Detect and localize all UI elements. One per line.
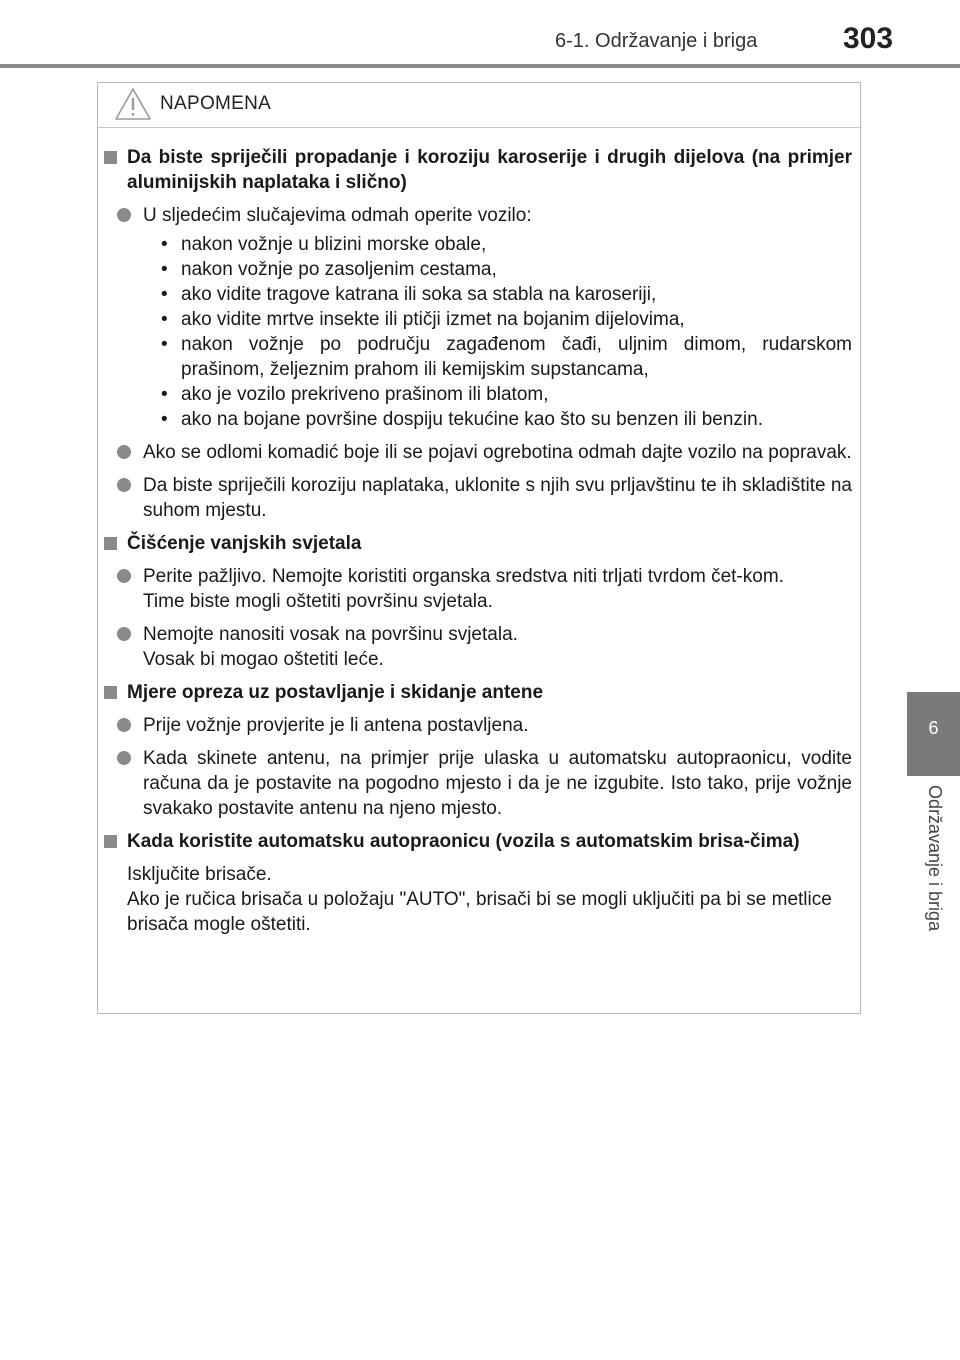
- bullet-item: • ako vidite mrtve insekte ili ptičji izmet na bojanim dijelovima,: [159, 307, 852, 332]
- section-antenna: [98, 680, 862, 821]
- notice-box: [97, 82, 861, 1014]
- bullet-item: • ako je vozilo prekriveno prašinom ili blatom,: [159, 382, 852, 407]
- list-item: Kada skinete antenu, na primjer prije ulaska u automatsku autopraonicu, vodite računa da je postavite na pogodno mjesto i da je ne izgubite. Isto tako, prije vožnje svakako postavite antenu na njeno mjesto.: [127, 746, 852, 821]
- circle-bullet-icon: [117, 718, 131, 732]
- circle-bullet-icon: [117, 445, 131, 459]
- square-bullet-icon: [104, 151, 117, 164]
- list-item: U sljedećim slučajevima odmah operite vozilo: • nakon vožnje u blizini morske obale, • nakon vožnje po zasoljenim cestama, • ako vidite tragove katrana ili soka sa stabla na karoseriji, • ako vidite mrtve insekte ili ptičji izmet na bojanim dijelovima, • nakon vožnje po području zagađenom čađi, uljnim dimom, rudarskom prašinom, željeznim prahom ili kemijskim supstancama, • ako je vozilo prekriveno prašinom ili blatom, • ako na bojane površine dospiju tekućine kao što su benzen ili benzin.: [127, 203, 852, 432]
- section-heading: Kada koristite automatsku autopraonicu (vozila s automatskim brisa-čima): [127, 829, 852, 854]
- bullet-item: • ako na bojane površine dospiju tekućine kao što su benzen ili benzin.: [159, 407, 852, 432]
- list-item: Da biste spriječili koroziju naplataka, uklonite s njih svu prljavštinu te ih skladištite na suhom mjestu.: [127, 473, 852, 523]
- bullet-item: • nakon vožnje u blizini morske obale,: [159, 232, 852, 257]
- square-bullet-icon: [104, 686, 117, 699]
- chapter-tab: [907, 692, 960, 776]
- page-header: [0, 0, 960, 70]
- section-car-wash: [98, 829, 862, 937]
- list-item: Prije vožnje provjerite je li antena postavljena.: [127, 713, 852, 738]
- section-lights: [98, 531, 862, 672]
- section-title: 6-1. Održavanje i briga: [555, 30, 758, 52]
- square-bullet-icon: [104, 537, 117, 550]
- warning-triangle-icon: [114, 87, 152, 121]
- section-heading: Mjere opreza uz postavljanje i skidanje antene: [127, 680, 852, 705]
- notice-title: NAPOMENA: [160, 93, 272, 114]
- header-rule: [0, 64, 960, 68]
- bullet-item: • ako vidite tragove katrana ili soka sa stabla na karoseriji,: [159, 282, 852, 307]
- section-corrosion: [98, 145, 862, 523]
- list-item: Ako se odlomi komadić boje ili se pojavi ogrebotina odmah dajte vozilo na popravak.: [127, 440, 852, 465]
- notice-content: [98, 145, 862, 943]
- section-heading: Da biste spriječili propadanje i koroziju karoserije i drugih dijelova (na primjer aluminijskih naplataka i slično): [127, 145, 852, 195]
- paragraph: Isključite brisače. Ako je ručica brisača u položaju "AUTO", brisači bi se mogli uključiti pa bi se metlice brisača mogle oštetiti.: [127, 864, 832, 935]
- circle-bullet-icon: [117, 751, 131, 765]
- page-number: 303: [843, 22, 894, 55]
- circle-bullet-icon: [117, 627, 131, 641]
- bullet-list: [143, 232, 852, 432]
- circle-bullet-icon: [117, 569, 131, 583]
- chapter-label: Održavanje i briga: [925, 785, 945, 932]
- chapter-number: 6: [928, 718, 939, 738]
- circle-bullet-icon: [117, 208, 131, 222]
- notice-header: [98, 83, 860, 128]
- bullet-item: • nakon vožnje po zasoljenim cestama,: [159, 257, 852, 282]
- circle-bullet-icon: [117, 478, 131, 492]
- bullet-item: • nakon vožnje po području zagađenom čađi, uljnim dimom, rudarskom prašinom, željeznim prahom ili kemijskim supstancama,: [159, 332, 852, 382]
- list-item: Nemojte nanositi vosak na površinu svjetala. Vosak bi mogao oštetiti leće.: [127, 622, 852, 672]
- square-bullet-icon: [104, 835, 117, 848]
- section-heading: Čišćenje vanjskih svjetala: [127, 531, 852, 556]
- list-item: Perite pažljivo. Nemojte koristiti organska sredstva niti trljati tvrdom čet-kom. Time biste mogli oštetiti površinu svjetala.: [127, 564, 852, 614]
